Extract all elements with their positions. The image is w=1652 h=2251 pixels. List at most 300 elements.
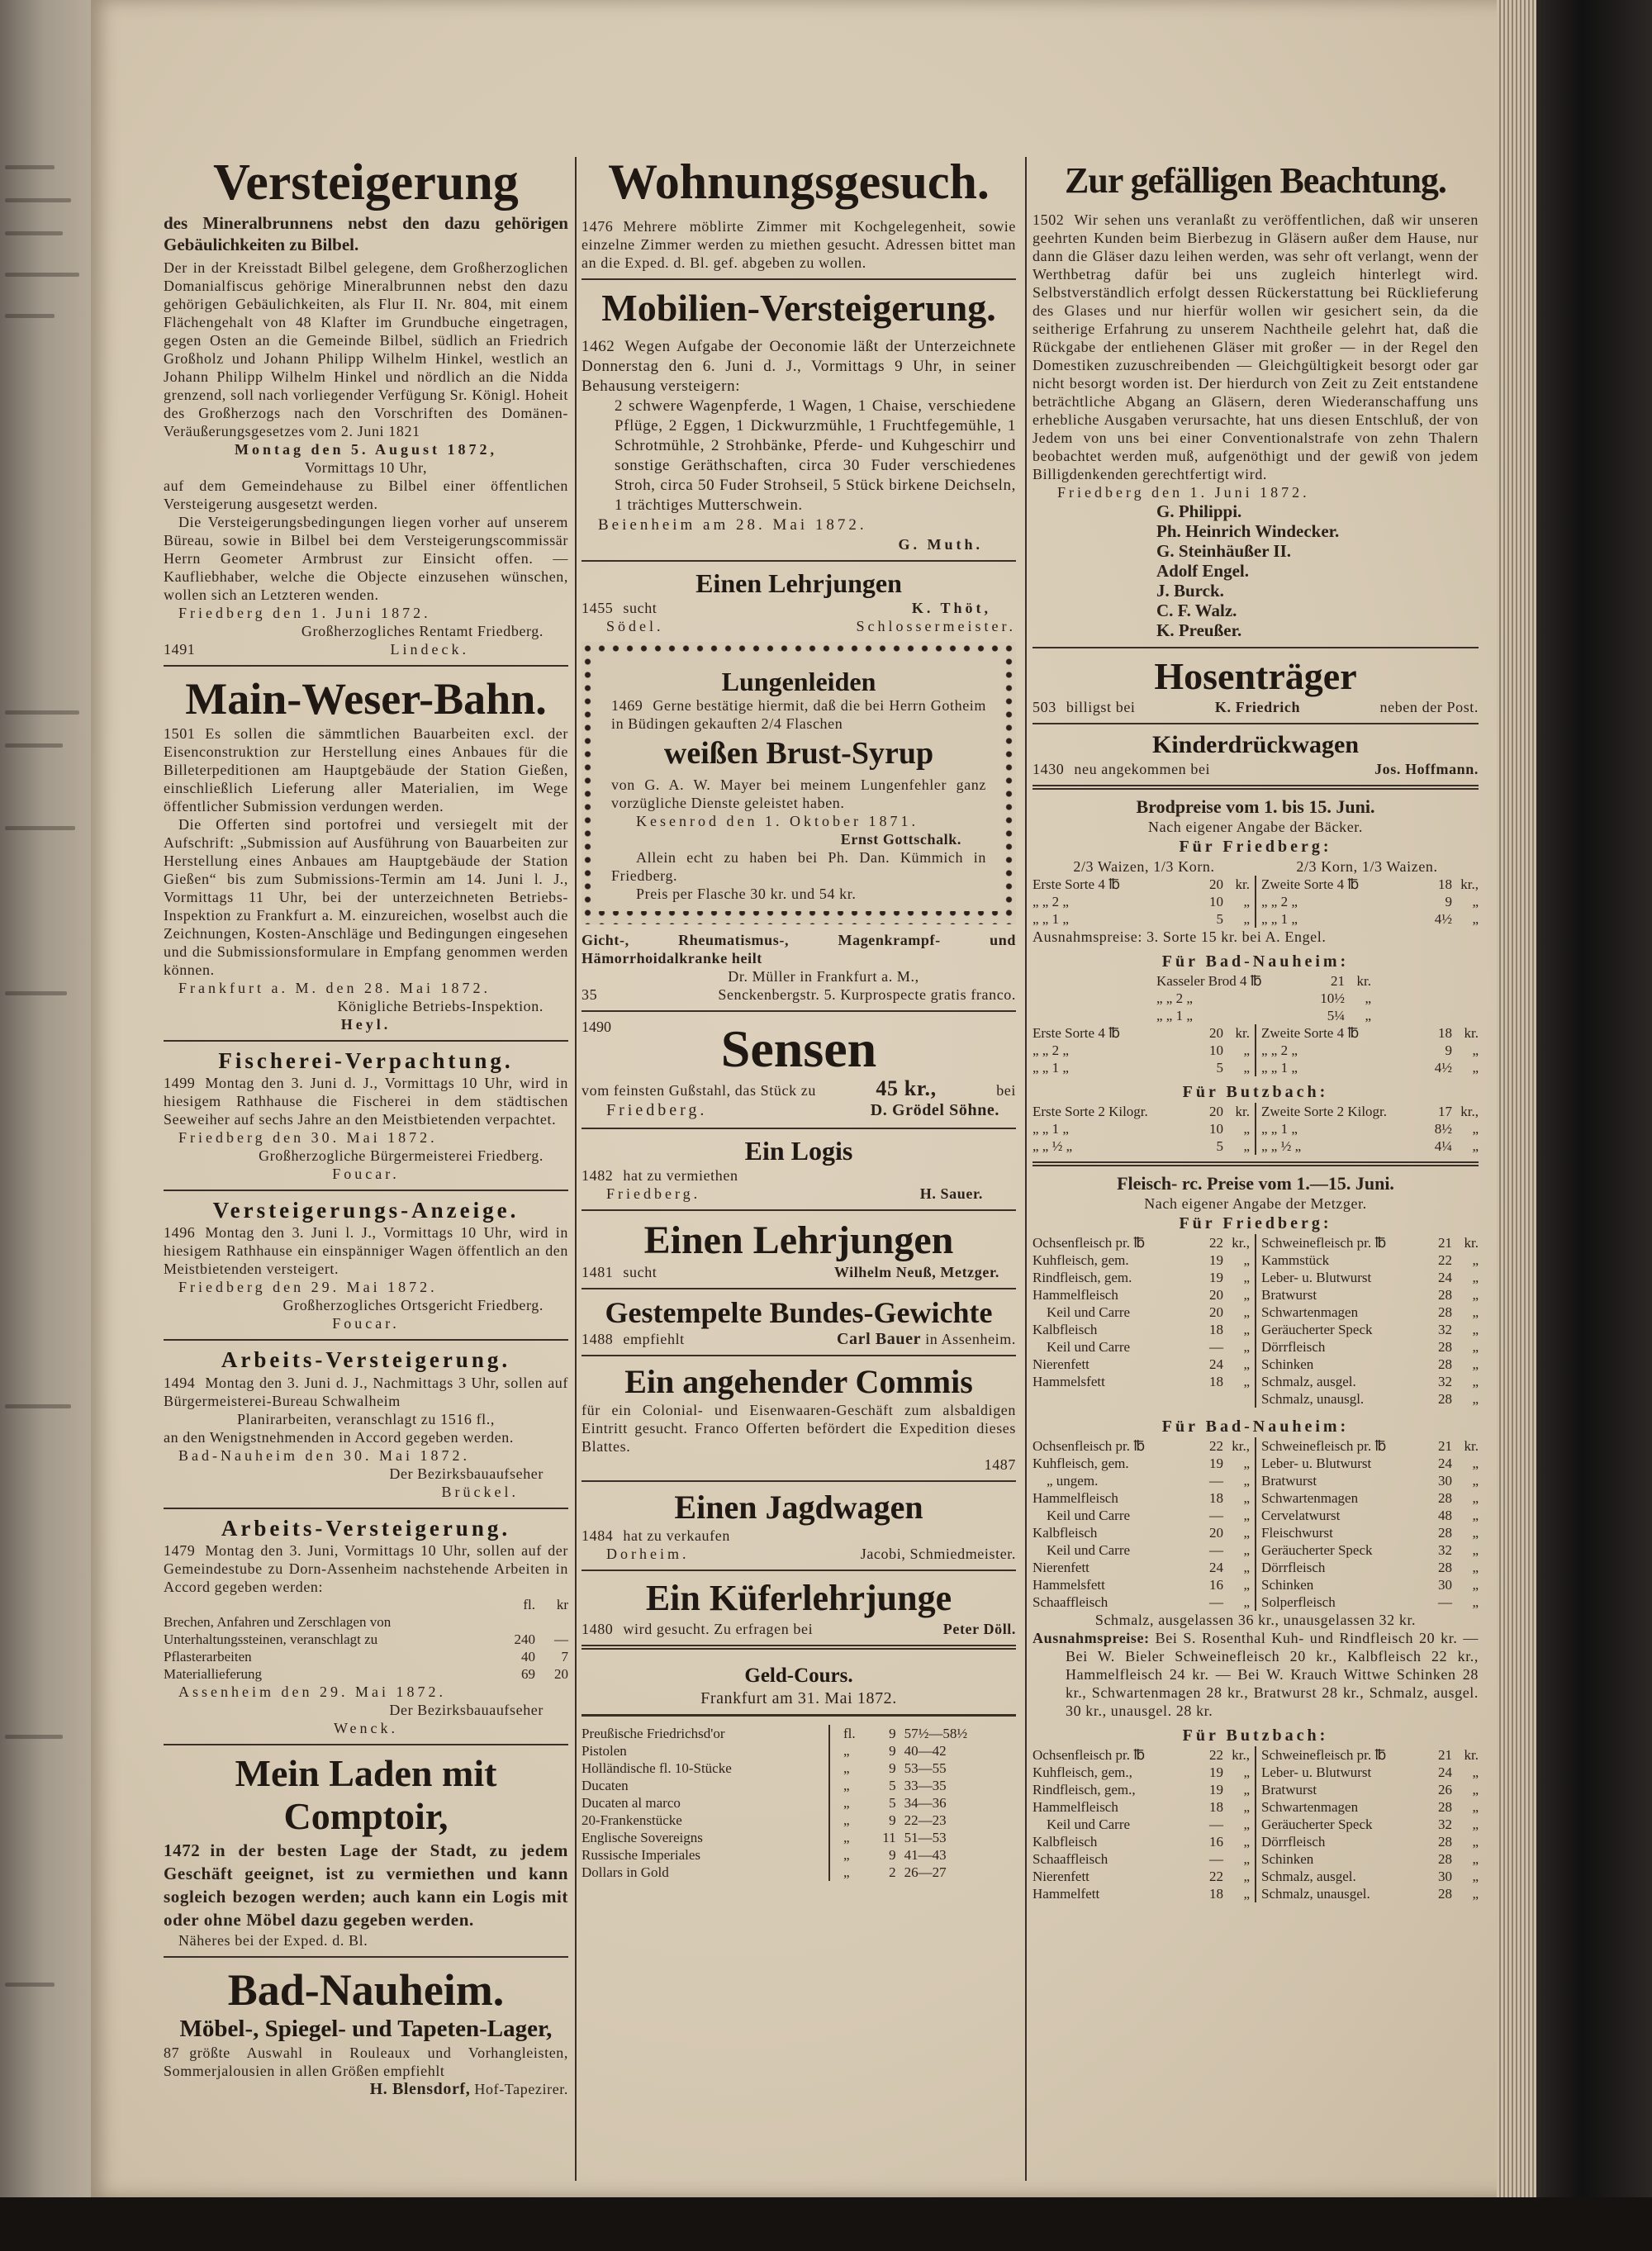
divider <box>582 1714 1016 1717</box>
ad-body: Es sollen die sämmtlichen Bauarbeiten excl. der Eisenconstruktion zur Herstellung eines Anbaues für die Billeterpeditionen am Hauptgebäude der Station Gießen, einschließlich Lieferung aller Materialien, im Wege öffentlicher Submission verdungen werden. <box>164 725 568 815</box>
rate-florin: 9 <box>889 1743 896 1759</box>
price-label: Zweite Sorte 4 ℔ <box>1261 1024 1360 1041</box>
ornamental-border-box <box>582 642 1016 924</box>
ad-logis <box>582 1136 1016 1203</box>
price-value: 19 <box>1209 1781 1223 1797</box>
exception-prices: Bei S. Rosenthal Kuh- und Rindfleisch 20 kr. — Bei W. Bieler Schweinefleisch 20 kr., Kalbfleisch 22 kr., Hammelfleisch 24 kr. — Bei W. Krauch Wittwe Schinken 28 kr., Schwartenmagen 28 kr., Bratwurst 28 kr., Schmalz, ausgel. 30 kr., unausgel. 28 kr. <box>1066 1629 1479 1719</box>
price-row <box>1032 1885 1250 1902</box>
price-row <box>1261 1251 1479 1269</box>
geld-cours-section <box>582 1656 1016 1882</box>
ad-merchant: Peter Döll. <box>942 1620 1016 1637</box>
price-unit: „ <box>1472 1489 1479 1506</box>
price-value: 22 <box>1209 1746 1223 1763</box>
ad-main-weser-bahn <box>164 673 568 1033</box>
price-value: 24 <box>1438 1764 1452 1780</box>
divider <box>164 1040 568 1042</box>
price-label: Nierenfett <box>1032 1559 1089 1575</box>
price-column-left <box>1032 1103 1256 1155</box>
signer-name: Adolf Engel. <box>1156 560 1250 581</box>
cost-item: Materiallieferung <box>164 1665 262 1682</box>
price-unit: „ <box>1243 1524 1250 1541</box>
price-label: Hammelsfett <box>1032 1576 1105 1593</box>
price-label: „ „ 2 „ <box>1032 1042 1069 1058</box>
price-value: 10 <box>1209 1042 1223 1058</box>
price-unit: „ <box>1472 1781 1479 1797</box>
ad-number: 1479 <box>164 1541 196 1559</box>
ad-title: Einen Lehrjungen <box>695 567 902 598</box>
exception-prices: Ausnahmspreise: 3. Sorte 15 kr. bei A. Engel. <box>1032 928 1327 945</box>
price-row <box>1261 1356 1479 1373</box>
ad-body: Wegen Aufgabe der Oeconomie läßt der Unterzeichnete Donnerstag den 6. Juni d. J., Vormittags 9 Uhr, in seiner Behausung versteigern: <box>582 337 1016 395</box>
town-heading: Für Bad-Nauheim: <box>1161 1417 1350 1436</box>
ad-title: Ein angehender Commis <box>624 1363 973 1401</box>
price-row <box>1261 910 1479 928</box>
rate-kreuzer: 34—36 <box>904 1795 947 1812</box>
price-value: 48 <box>1438 1507 1452 1523</box>
price-label: Schaaffleisch <box>1032 1850 1108 1867</box>
price-row <box>1032 910 1250 928</box>
ad-title: Versteigerung <box>213 154 519 211</box>
exchange-row <box>582 1812 1016 1829</box>
ad-number: 1476 <box>582 218 614 235</box>
price-row <box>1156 1007 1371 1024</box>
ad-office: Großherzogliches Rentamt Friedberg. <box>301 623 544 640</box>
price-column-right <box>1256 1234 1479 1408</box>
price-label: Dörrfleisch <box>1261 1833 1326 1850</box>
price-value: 26 <box>1438 1781 1452 1797</box>
rate-florin: 9 <box>889 1760 896 1777</box>
signer-name: G. Steinhäußer II. <box>1156 540 1291 561</box>
price-row <box>1261 1286 1479 1304</box>
price-label: Kuhfleisch, gem. <box>1032 1251 1129 1268</box>
price-label: Schinken <box>1261 1576 1314 1593</box>
ad-merchant: Jacobi, Schmiedmeister. <box>860 1546 1016 1563</box>
ad-price: Preis per Flasche 30 kr. und 54 kr. <box>636 886 857 903</box>
ad-fischerei-verpachtung <box>164 1048 568 1183</box>
price-unit: „ <box>1243 1373 1250 1389</box>
town-heading: Für Bad-Nauheim: <box>1161 952 1350 971</box>
price-row <box>1261 1868 1479 1885</box>
price-value: 17 <box>1438 1103 1452 1119</box>
price-label: Kuhfleisch, gem., <box>1032 1764 1132 1780</box>
coin-name: Russische Imperiales <box>582 1846 829 1864</box>
ad-place-date: Friedberg den 1. Juni 1872. <box>178 605 431 622</box>
exchange-row <box>582 1864 1016 1881</box>
rate-kreuzer: 57½—58½ <box>904 1726 968 1742</box>
ad-laden-comptoir <box>164 1752 568 1950</box>
price-unit: „ <box>1243 1868 1250 1884</box>
ad-headline: Gicht-, Rheumatismus-, Magenkrampf- und Hämorrhoidalkranke heilt <box>582 932 1016 967</box>
price-row <box>1032 1559 1250 1576</box>
price-label: Schweinefleisch pr. ℔ <box>1261 1437 1387 1454</box>
price-unit: „ <box>1243 1120 1250 1137</box>
price-value: 10 <box>1209 1120 1223 1137</box>
exchange-rate-table <box>582 1725 1016 1881</box>
price-label: „ „ 2 „ <box>1032 893 1069 909</box>
price-row <box>1261 1373 1479 1390</box>
price-row <box>1261 1304 1479 1321</box>
price-unit: „ <box>1243 1137 1250 1154</box>
ad-lehrjungen-neuss <box>582 1218 1016 1281</box>
rate-florin: 5 <box>889 1795 896 1812</box>
rate-kreuzer: 26—27 <box>904 1864 947 1881</box>
price-unit: „ <box>1243 1489 1250 1506</box>
price-row <box>1261 1798 1479 1816</box>
cost-row <box>164 1648 568 1665</box>
price-row <box>1261 1103 1479 1120</box>
price-column-left <box>1032 1024 1256 1076</box>
cost-fl: 69 <box>521 1665 535 1682</box>
price-value: 5¼ <box>1327 1007 1345 1023</box>
price-row <box>1032 1269 1250 1286</box>
price-label: Leber- u. Blutwurst <box>1261 1764 1372 1780</box>
meat-price-table <box>1032 1746 1479 1902</box>
price-unit: „ <box>1472 1764 1479 1780</box>
ad-merchant: Carl Bauer <box>836 1330 922 1349</box>
price-unit: kr. <box>1235 1024 1250 1041</box>
ad-versteigerung-mineralbrunnen <box>164 154 568 658</box>
price-value: — <box>1209 1541 1223 1558</box>
price-unit: „ <box>1472 893 1479 909</box>
price-label: Schaaffleisch <box>1032 1593 1108 1610</box>
rate-kreuzer: 51—53 <box>904 1830 947 1846</box>
divider <box>582 1010 1016 1012</box>
price-label: „ „ 1 „ <box>1261 910 1298 927</box>
price-unit: „ <box>1472 1472 1479 1489</box>
price-unit: „ <box>1243 1833 1250 1850</box>
coin-name: Holländische fl. 10-Stücke <box>582 1759 829 1777</box>
ad-title: Kinderdrückwagen <box>1151 731 1360 759</box>
bread-price-table <box>1032 876 1479 928</box>
price-unit: „ <box>1243 1593 1250 1610</box>
price-label: Kuhfleisch, gem. <box>1032 1455 1129 1471</box>
price-value: 32 <box>1438 1541 1452 1558</box>
price-label: „ „ 2 „ <box>1156 990 1193 1006</box>
ad-place-date: Friedberg den 29. Mai 1872. <box>178 1279 438 1296</box>
rate-kreuzer: 22—23 <box>904 1812 947 1829</box>
signer-list <box>1032 501 1479 640</box>
price-value: 10½ <box>1320 990 1345 1006</box>
ad-number: 1484 <box>582 1527 614 1545</box>
price-row <box>1261 1455 1479 1472</box>
price-label: Erste Sorte 2 Kilogr. <box>1032 1103 1148 1119</box>
price-value: 18 <box>1209 1321 1223 1337</box>
ad-merchant: Dr. Müller in Frankfurt a. M., <box>728 968 919 985</box>
price-value: 18 <box>1438 876 1452 892</box>
ad-arbeits-versteigerung-schwalheim <box>164 1347 568 1500</box>
double-divider <box>582 1645 1016 1650</box>
price-unit: „ <box>1472 1576 1479 1593</box>
ad-body: hat zu vermiethen <box>623 1166 738 1184</box>
price-value: 28 <box>1438 1885 1452 1902</box>
ad-title: Mobilien-Versteigerung. <box>601 287 996 329</box>
price-value: — <box>1209 1338 1223 1355</box>
price-label: Solperfleisch <box>1261 1593 1336 1610</box>
price-unit: „ <box>1472 1356 1479 1372</box>
price-value: 19 <box>1209 1455 1223 1471</box>
ad-place-date: Beienheim am 28. Mai 1872. <box>598 515 867 534</box>
currency-unit: „ <box>843 1847 850 1864</box>
price-label: Rindfleisch, gem., <box>1032 1781 1136 1797</box>
price-unit: „ <box>1243 1764 1250 1780</box>
bread-prices-section <box>1032 796 1479 1155</box>
ad-merchant: H. Sauer. <box>919 1185 983 1202</box>
ad-signer: Foucar. <box>332 1315 400 1332</box>
double-divider <box>1032 1161 1479 1166</box>
price-value: 28 <box>1438 1304 1452 1320</box>
divider <box>582 1355 1016 1356</box>
ad-body: Montag den 3. Juni, Vormittags 10 Uhr, sollen auf der Gemeindestube zu Dorn-Assenheim nachstehende Arbeiten in Accord gegeben werden: <box>164 1541 568 1595</box>
ad-number: 1488 <box>582 1331 614 1348</box>
ad-title: Ein Küferlehrjunge <box>645 1578 952 1619</box>
exchange-row <box>582 1742 1016 1759</box>
price-row <box>1261 1437 1479 1455</box>
ad-place: Dorheim. <box>606 1546 690 1563</box>
price-label: „ „ ½ „ <box>1261 1137 1302 1154</box>
price-unit: „ <box>1243 1541 1250 1558</box>
price-value: 16 <box>1209 1576 1223 1593</box>
price-label: Kammstück <box>1261 1251 1330 1268</box>
ad-zur-gefaelligen-beachtung <box>1032 154 1479 640</box>
price-unit: „ <box>1472 1850 1479 1867</box>
price-row <box>1032 1593 1250 1611</box>
price-unit: „ <box>1243 893 1250 909</box>
price-row <box>1261 1576 1479 1593</box>
price-label: Fleischwurst <box>1261 1524 1333 1541</box>
price-value: 18 <box>1209 1373 1223 1389</box>
ad-number: 1494 <box>164 1374 196 1391</box>
ad-place: neben der Post. <box>1379 699 1479 716</box>
ad-body-bei: bei <box>996 1081 1016 1099</box>
exception-label: Ausnahmspreise: <box>1032 1629 1150 1646</box>
price-unit: „ <box>1243 1321 1250 1337</box>
price-label: Dörrfleisch <box>1261 1338 1326 1355</box>
ad-verb: empfiehlt <box>623 1331 685 1348</box>
ad-office: Der Bezirksbauaufseher <box>389 1465 544 1482</box>
price-value: 22 <box>1209 1234 1223 1251</box>
ad-merchant: D. Grödel Söhne. <box>870 1100 999 1119</box>
price-row <box>1032 1868 1250 1885</box>
price-unit: „ <box>1472 1885 1479 1902</box>
price-value: 4¼ <box>1434 1137 1452 1154</box>
price-label: Dörrfleisch <box>1261 1559 1326 1575</box>
ad-number: 1496 <box>164 1224 196 1242</box>
price-row <box>1261 876 1479 893</box>
ad-number: 1480 <box>582 1620 614 1637</box>
price-unit: „ <box>1472 1390 1479 1407</box>
price-label: Cervelatwurst <box>1261 1507 1341 1523</box>
price-label: Hammelfleisch <box>1032 1286 1118 1303</box>
price-row <box>1032 1489 1250 1507</box>
price-value: — <box>1209 1850 1223 1867</box>
ad-title: Wohnungsgesuch. <box>608 154 990 209</box>
ad-title: Arbeits-Versteigerung. <box>221 1515 511 1541</box>
section-subtitle: Frankfurt am 31. Mai 1872. <box>700 1689 897 1708</box>
ad-body: Die Versteigerungsbedingungen liegen vorher auf unserem Büreau, sowie in Bilbel bei dem Versteigerungscommissär Herrn Geometer Armbrust zur Einsicht offen. — Kaufliebhaber, welche die Objecte einzusehen wünschen, wollen sich an Letzteren wenden. <box>164 514 568 604</box>
ad-title: Mein Laden mit Comptoir, <box>235 1751 497 1838</box>
price-column-left <box>1032 1746 1256 1902</box>
price-value: 22 <box>1209 1437 1223 1454</box>
ad-sensen <box>582 1019 1016 1121</box>
price-label: Bratwurst <box>1261 1781 1317 1797</box>
ad-body: Die Offerten sind portofrei und versiegelt mit der Aufschrift: „Submission auf Ausführung von Bauarbeiten zur Herstellung eines Anbaues am Hauptgebäude der Station Gießen“ bis zum Submissions-Termin am 14. Juni l. J., Vormittags 11 Uhr, bei der unterzeichneten Betriebs-Inspektion zu Frankfurt a. M. einzureichen, woselbst auch die Zeichnungen, Kosten-Anschläge und Bedingungen eingesehen und die Submissionsformulare in Empfang genommen werden können. <box>164 816 568 979</box>
price-row <box>1261 1024 1479 1042</box>
ad-office: Königliche Betriebs-Inspektion. <box>337 998 544 1015</box>
town-heading: Für Butzbach: <box>1182 1726 1329 1745</box>
town-heading: Für Friedberg: <box>1179 837 1332 856</box>
price-label: Schwartenmagen <box>1261 1798 1359 1815</box>
ad-signer: Ernst Gottschalk. <box>840 831 961 848</box>
price-unit: „ <box>1472 1338 1479 1355</box>
ad-time-line: Vormittags 10 Uhr, <box>304 459 428 477</box>
price-label: Schwartenmagen <box>1261 1489 1359 1506</box>
cost-fl: 40 <box>521 1648 535 1665</box>
price-value: 24 <box>1209 1356 1223 1372</box>
price-unit: „ <box>1472 1541 1479 1558</box>
price-row <box>1032 1286 1250 1304</box>
ad-wohnungsgesuch <box>582 154 1016 272</box>
price-row <box>1032 1816 1250 1833</box>
meat-price-table <box>1032 1437 1479 1611</box>
price-unit: „ <box>1243 1850 1250 1867</box>
price-label: Hammelfleisch <box>1032 1798 1118 1815</box>
rate-florin: 5 <box>889 1778 896 1794</box>
price-label: „ „ 1 „ <box>1032 910 1069 927</box>
price-row <box>1032 893 1250 910</box>
signer-name: C. F. Walz. <box>1156 600 1237 620</box>
section-source: Nach eigener Angabe der Metzger. <box>1144 1194 1367 1212</box>
price-unit: „ <box>1243 1304 1250 1320</box>
rate-kreuzer: 40—42 <box>904 1743 947 1759</box>
page-edges <box>1497 0 1538 2197</box>
price-unit: „ <box>1365 1007 1371 1023</box>
price-unit: „ <box>1243 1507 1250 1523</box>
price-unit: kr., <box>1232 1746 1250 1763</box>
price-unit: „ <box>1243 1042 1250 1058</box>
price-value: 20 <box>1209 1524 1223 1541</box>
price-label: Leber- u. Blutwurst <box>1261 1269 1372 1285</box>
coin-name: Ducaten <box>582 1777 829 1794</box>
price-row <box>1032 1103 1250 1120</box>
ad-number: 1455 <box>582 599 614 616</box>
price-unit: „ <box>1472 1524 1479 1541</box>
price-column-left <box>1032 1437 1256 1611</box>
currency-unit: „ <box>843 1812 850 1829</box>
bread-price-table <box>1032 1024 1479 1076</box>
ad-merchant: K. Thöt, <box>911 599 991 616</box>
ad-number: 1430 <box>1032 760 1065 777</box>
ad-number: 1502 <box>1032 211 1065 228</box>
price-value: 10 <box>1209 893 1223 909</box>
price-label: Hammelsfett <box>1032 1373 1105 1389</box>
ad-body: Mehrere möblirte Zimmer mit Kochgelegenheit, sowie einzelne Zimmer werden zu miethen gesucht. Adressen bittet man an die Exped. d. Bl. gef. abgeben zu wollen. <box>582 218 1016 271</box>
bread-mix-right: 2/3 Korn, 1/3 Waizen. <box>1296 857 1438 875</box>
price-unit: kr. <box>1464 1746 1479 1763</box>
currency-unit: „ <box>843 1864 850 1881</box>
price-unit: „ <box>1472 1798 1479 1815</box>
rate-florin: 9 <box>889 1726 896 1742</box>
price-value: 18 <box>1209 1798 1223 1815</box>
price-unit: „ <box>1243 1059 1250 1076</box>
divider <box>582 1570 1016 1571</box>
price-value: 20 <box>1209 1024 1223 1041</box>
cost-row <box>164 1665 568 1683</box>
price-label: Kalbfleisch <box>1032 1524 1098 1541</box>
ad-merchant: Wilhelm Neuß, Metzger. <box>833 1263 999 1280</box>
price-unit: „ <box>1472 1559 1479 1575</box>
ad-number: 503 <box>1032 699 1056 716</box>
price-unit: kr. <box>1464 1437 1479 1454</box>
price-row <box>1261 1321 1479 1338</box>
ad-date-line: Montag den 5. August 1872, <box>234 441 498 458</box>
price-row <box>1261 1746 1479 1764</box>
ad-kueferlehrjunge <box>582 1578 1016 1638</box>
price-value: 9 <box>1445 1042 1452 1058</box>
price-value: 28 <box>1438 1286 1452 1303</box>
ad-office: Großherzogliches Ortsgericht Friedberg. <box>282 1297 544 1314</box>
ad-signer: G. Muth. <box>898 535 983 553</box>
bread-mix-left: 2/3 Waizen, 1/3 Korn. <box>1073 857 1215 875</box>
price-label: „ ungem. <box>1032 1472 1099 1489</box>
price-row <box>1261 1472 1479 1489</box>
exchange-row <box>582 1777 1016 1794</box>
price-value: 28 <box>1438 1489 1452 1506</box>
price-label: Leber- u. Blutwurst <box>1261 1455 1372 1471</box>
price-row <box>1032 1338 1250 1356</box>
price-unit: „ <box>1472 1507 1479 1523</box>
ad-body: vom feinsten Gußstahl, das Stück zu <box>582 1081 816 1099</box>
price-label: Erste Sorte 4 ℔ <box>1032 876 1120 892</box>
cost-item: Pflasterarbeiten <box>164 1648 252 1665</box>
price-unit: „ <box>1243 1338 1250 1355</box>
price-row <box>1032 1798 1250 1816</box>
price-row <box>1032 1304 1250 1321</box>
price-value: 21 <box>1331 972 1345 989</box>
price-value: 19 <box>1209 1251 1223 1268</box>
price-row <box>1261 1120 1479 1137</box>
ad-title: Bad-Nauheim. <box>227 1965 505 2016</box>
price-unit: „ <box>1243 1356 1250 1372</box>
price-unit: „ <box>1472 1321 1479 1337</box>
price-value: — <box>1209 1507 1223 1523</box>
price-label: Keil und Carre <box>1032 1304 1131 1320</box>
price-unit: „ <box>1243 1816 1250 1832</box>
price-row <box>1156 990 1371 1007</box>
ad-body: auf dem Gemeindehause zu Bilbel einer öffentlichen Versteigerung ausgesetzt werden. <box>164 477 568 513</box>
price-label: „ „ 1 „ <box>1261 1120 1298 1137</box>
price-row <box>1261 1850 1479 1868</box>
price-label: Zweite Sorte 2 Kilogr. <box>1261 1103 1388 1119</box>
header-kr: kr <box>556 1596 568 1612</box>
ad-place-date: Frankfurt a. M. den 28. Mai 1872. <box>178 980 491 997</box>
price-value: 20 <box>1209 1304 1223 1320</box>
currency-unit: „ <box>843 1760 850 1777</box>
price-unit: „ <box>1472 1120 1479 1137</box>
price-row <box>1261 1593 1479 1611</box>
ad-hosentraeger <box>1032 655 1479 717</box>
price-unit: „ <box>1472 1373 1479 1389</box>
divider <box>582 1209 1016 1211</box>
price-value: — <box>1209 1816 1223 1832</box>
price-label: Rindfleisch, gem. <box>1032 1269 1132 1285</box>
price-label: Kalbfleisch <box>1032 1833 1098 1850</box>
price-label: Schmalz, ausgel. <box>1261 1373 1356 1389</box>
price-unit: „ <box>1472 1304 1479 1320</box>
price-unit: „ <box>1472 1816 1479 1832</box>
section-source: Nach eigener Angabe der Bäcker. <box>1148 818 1363 835</box>
price-label: Bratwurst <box>1261 1472 1317 1489</box>
price-label: Geräucherter Speck <box>1261 1541 1373 1558</box>
